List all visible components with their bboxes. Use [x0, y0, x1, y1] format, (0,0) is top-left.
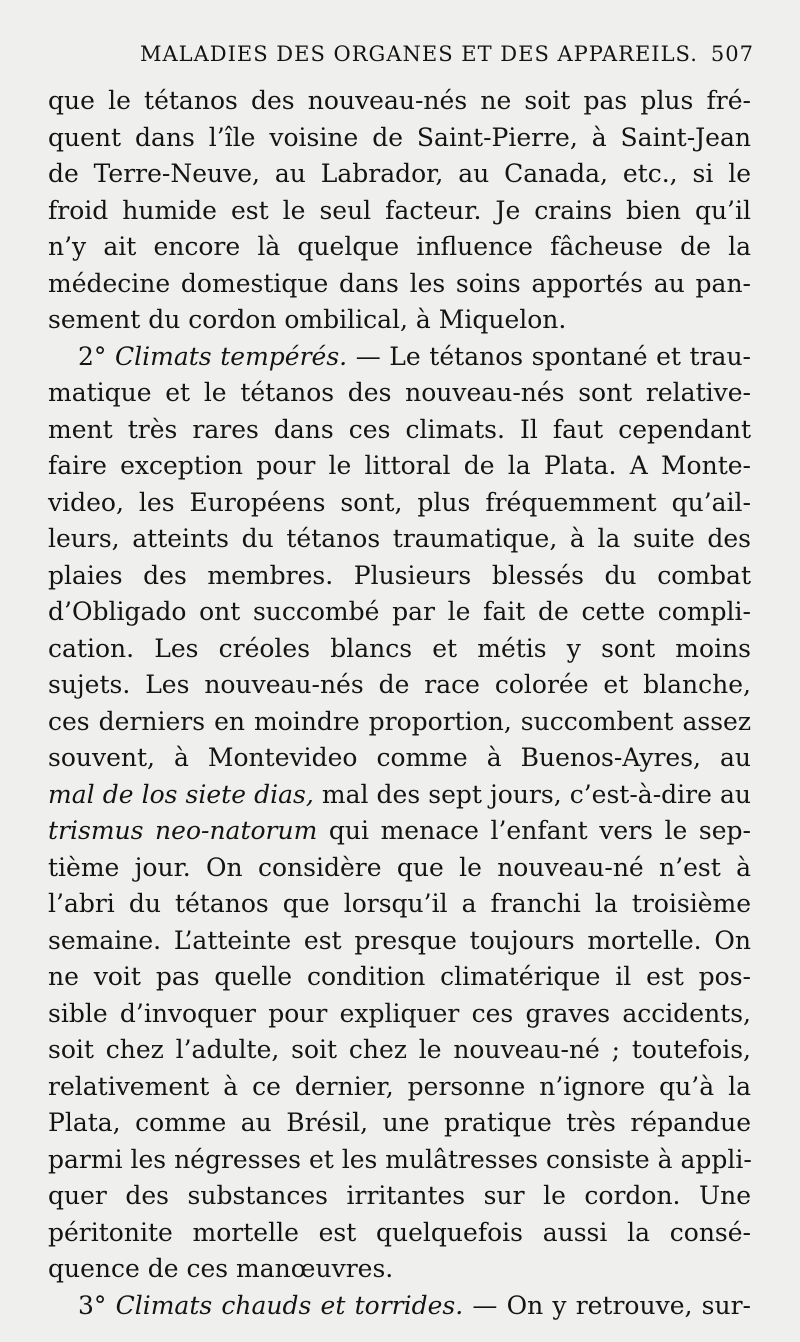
text-line: faire exception pour le littoral de la Plata. A Monte- [48, 451, 751, 480]
text-line: quent dans l’île voisine de Saint-Pierre, à Saint-Jean [48, 122, 751, 152]
text-line [48, 777, 751, 814]
text-line: tième jour. On considère que le nouveau-né n’est à [48, 852, 751, 882]
text-line: que le tétanos des nouveau-nés ne soit pas plus fré- [48, 86, 751, 115]
text-line: soit chez l’adulte, soit chez le nouveau-né ; toutefois, [48, 1035, 751, 1064]
text-line: matique et le tétanos des nouveau-nés sont relative- [48, 378, 751, 407]
text-line: souvent, à Montevideo comme à Buenos-Ayres, au [48, 743, 751, 772]
text-line: l’abri du tétanos que lorsqu’il a franchi la troisième [48, 889, 751, 918]
text-line: parmi les négresses et les mulâtresses consiste à appli- [48, 1144, 752, 1174]
text-line: ces derniers en moindre proportion, succombent assez [48, 706, 751, 736]
text-line: plaies des membres. Plusieurs blessés du combat [48, 560, 751, 590]
text-line: sible d’invoquer pour expliquer ces graves accidents, [48, 998, 751, 1028]
page-number: 507 [710, 42, 754, 66]
text-line: péritonite mortelle est quelquefois aussi la consé- [48, 1217, 751, 1247]
section-heading-line [48, 339, 751, 376]
text-line: cation. Les créoles blancs et métis y sont moins [48, 633, 751, 663]
text-line: semaine. L’atteinte est presque toujours mortelle. On [48, 925, 751, 955]
text-line: leurs, atteints du tétanos traumatique, à la suite des [48, 524, 751, 553]
italic-phrase: mal de los siete dias, [48, 779, 314, 809]
text-line: quence de ces manœuvres. [48, 1254, 394, 1283]
running-header-title: MALADIES DES ORGANES ET DES APPAREILS. [140, 42, 698, 66]
text-line: sement du cordon ombilical, à Miquelon. [48, 305, 567, 334]
text-line: ment très rares dans ces climats. Il faut cependant [48, 414, 751, 444]
text-line: relativement à ce dernier, personne n’ignore qu’à la [48, 1071, 751, 1101]
text-line: ne voit pas quelle condition climatérique il est pos- [48, 962, 751, 991]
text-line: video, les Européens sont, plus fréquemment qu’ail- [48, 487, 751, 517]
body-text [48, 83, 751, 1324]
text-line: de Terre-Neuve, au Labrador, au Canada, etc., si le [48, 159, 751, 188]
text-run: qui menace l’enfant vers le sep- [328, 816, 751, 845]
text-run: — Le tétanos spontané et trau- [355, 341, 752, 371]
text-line: sujets. Les nouveau-nés de race colorée et blanche, [48, 670, 751, 699]
section-number: 3° [78, 1290, 107, 1320]
section-title: Climats tempérés. [115, 341, 348, 371]
running-header [140, 42, 754, 78]
text-line [48, 813, 751, 850]
text-line: quer des substances irritantes sur le cordon. Une [48, 1181, 751, 1210]
section-number: 2° [78, 341, 107, 371]
italic-phrase: trismus neo-natorum [48, 816, 318, 845]
section-title: Climats chauds et torrides. [115, 1290, 464, 1320]
text-line: Plata, comme au Brésil, une pratique très répandue [48, 1108, 751, 1137]
text-run: mal des sept jours, c’est-à-dire au [321, 779, 751, 809]
text-line: n’y ait encore là quelque influence fâcheuse de la [48, 232, 751, 261]
text-line: d’Obligado ont succombé par le fait de cette compli- [48, 597, 751, 626]
section-heading-line [48, 1288, 751, 1325]
text-line: médecine domestique dans les soins apportés au pan- [48, 268, 751, 298]
text-line: froid humide est le seul facteur. Je crains bien qu’il [48, 195, 751, 225]
text-run: — On y retrouve, sur- [472, 1290, 751, 1320]
